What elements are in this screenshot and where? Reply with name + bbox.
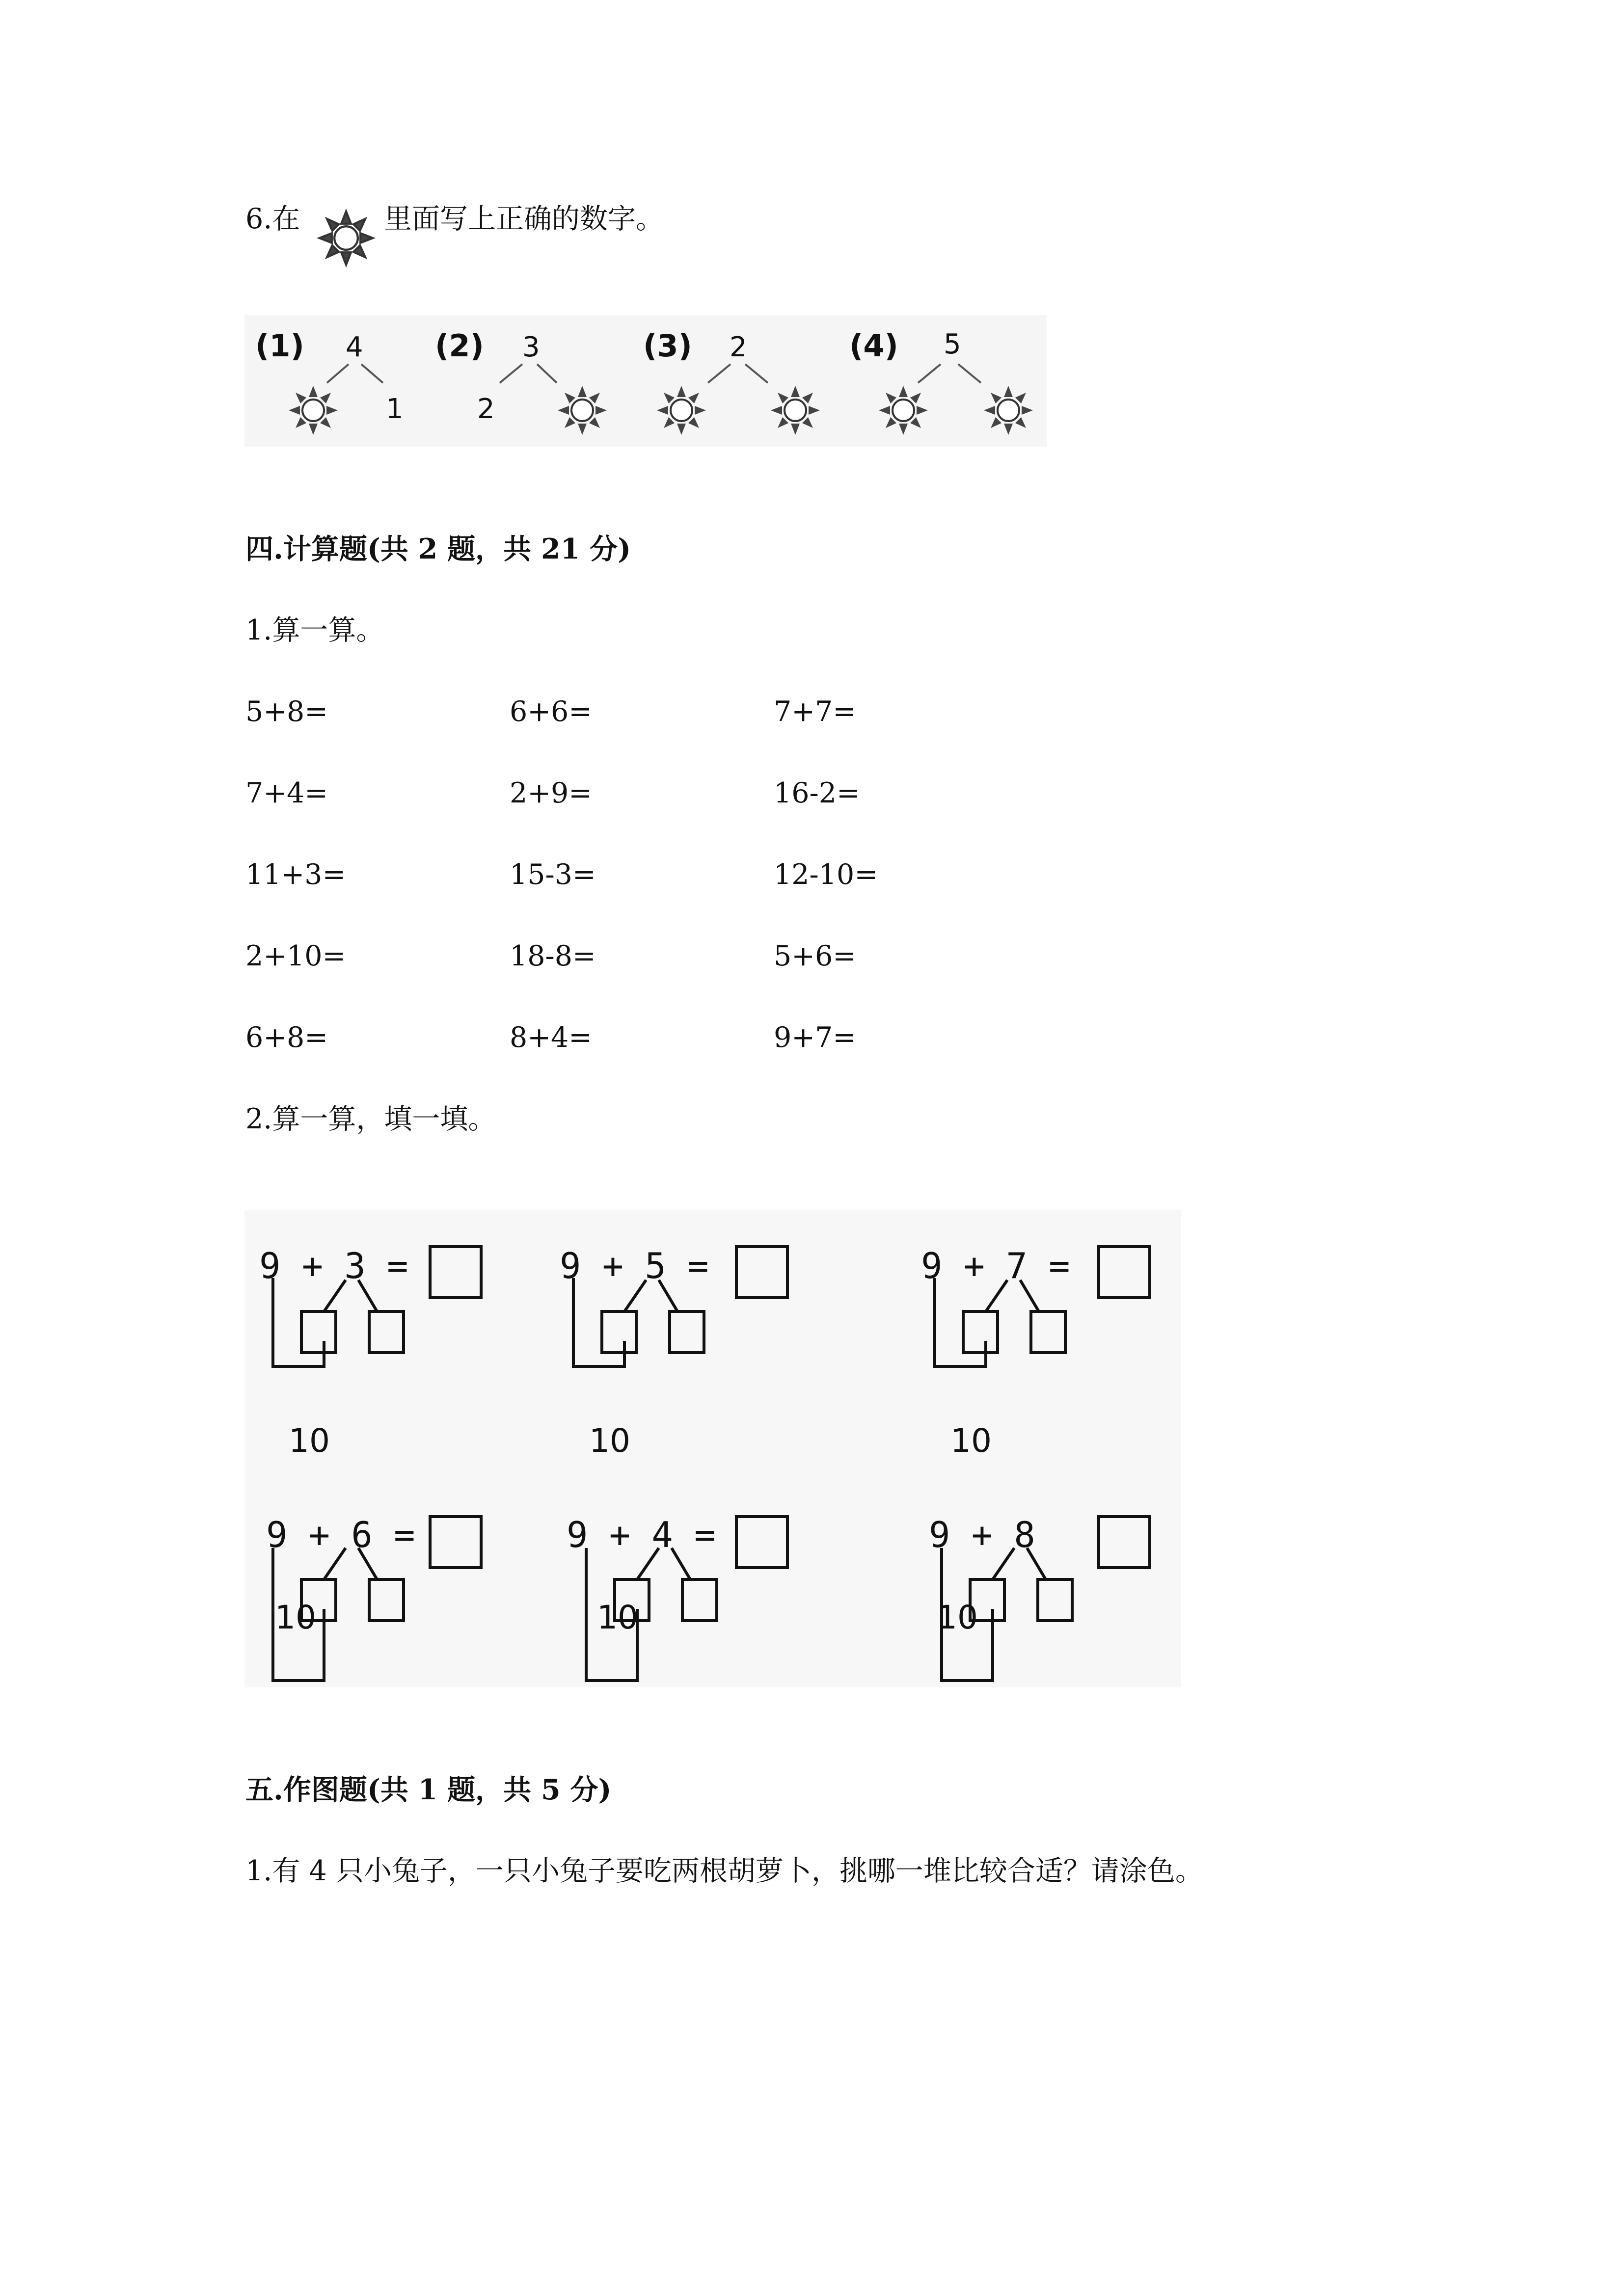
split-box[interactable]	[602, 1311, 636, 1353]
ten-label: 10	[950, 1422, 992, 1460]
arith-item: 6+8=	[245, 1021, 328, 1054]
answer-box[interactable]	[736, 1517, 787, 1568]
arith-item: 15-3=	[510, 858, 596, 891]
make-ten-expression: 9 + 6 =	[266, 1514, 415, 1555]
make-ten-expression: 9 + 7 =	[921, 1245, 1070, 1286]
bond-3	[643, 328, 820, 435]
make-ten-expression: 9 + 5 =	[560, 1245, 709, 1286]
section-4-title: 四.计算题(共 2 题，共 21 分)	[245, 533, 631, 565]
answer-box[interactable]	[736, 1247, 787, 1298]
make-ten-expression: 9 + 8	[929, 1514, 1035, 1555]
bond-top: 3	[522, 331, 540, 363]
sun-icon[interactable]	[879, 386, 928, 435]
split-box[interactable]	[670, 1311, 704, 1353]
number-bond-figure	[244, 315, 1047, 447]
split-box[interactable]	[1038, 1579, 1072, 1621]
ten-label: 10	[597, 1599, 638, 1636]
arith-item: 12-10=	[774, 858, 878, 891]
arith-item: 7+7=	[774, 695, 857, 728]
split-box[interactable]	[301, 1311, 336, 1353]
bond-label: (4)	[849, 328, 898, 364]
make-ten-expression: 9 + 3 =	[259, 1245, 408, 1286]
answer-box[interactable]	[430, 1517, 481, 1568]
ten-label: 10	[275, 1599, 316, 1636]
arith-item: 5+8=	[245, 695, 328, 728]
answer-box[interactable]	[1099, 1247, 1150, 1298]
bond-left: 2	[477, 393, 495, 425]
bond-1	[255, 328, 404, 435]
ten-label: 10	[289, 1422, 330, 1460]
sun-icon[interactable]	[984, 386, 1033, 435]
q4-1-title: 1.算一算。	[245, 614, 384, 646]
answer-box[interactable]	[430, 1247, 481, 1298]
bond-label: (1)	[255, 328, 304, 364]
bond-right: 1	[386, 393, 404, 425]
q6-instruction: 里面写上正确的数字。	[384, 203, 664, 235]
q6-prefix: 6.在	[245, 203, 300, 235]
arith-item: 18-8=	[510, 940, 596, 972]
arith-item: 6+6=	[510, 695, 593, 728]
arith-item: 8+4=	[510, 1021, 593, 1054]
ten-label: 10	[937, 1599, 978, 1636]
arith-item: 9+7=	[774, 1021, 857, 1054]
make-ten-figure	[244, 1210, 1181, 1687]
bond-top: 4	[346, 331, 363, 363]
bond-4	[849, 328, 1033, 435]
sun-icon[interactable]	[657, 386, 706, 435]
arith-item: 2+10=	[245, 940, 346, 972]
sun-icon	[314, 206, 378, 270]
split-box[interactable]	[369, 1311, 404, 1353]
arith-item: 5+6=	[774, 940, 857, 972]
sun-icon[interactable]	[558, 386, 607, 435]
q4-2-title: 2.算一算，填一填。	[245, 1103, 496, 1135]
sun-icon[interactable]	[771, 386, 820, 435]
arith-item: 16-2=	[774, 777, 860, 809]
answer-box[interactable]	[1099, 1517, 1150, 1568]
make-ten-expression: 9 + 4 =	[567, 1514, 716, 1555]
sun-icon[interactable]	[289, 386, 338, 435]
arith-item: 2+9=	[510, 777, 593, 809]
bond-top: 2	[730, 331, 747, 363]
split-box[interactable]	[682, 1579, 717, 1621]
bond-label: (3)	[643, 328, 692, 364]
section-5-title: 五.作图题(共 1 题，共 5 分)	[245, 1773, 612, 1806]
split-box[interactable]	[963, 1311, 998, 1353]
split-box[interactable]	[369, 1579, 404, 1621]
q5-1-text: 1.有 4 只小兔子，一只小兔子要吃两根胡萝卜，挑哪一堆比较合适？请涂色。	[245, 1855, 1203, 1887]
bond-top: 5	[944, 328, 961, 360]
bond-label: (2)	[435, 328, 484, 364]
arith-item: 7+4=	[245, 777, 328, 809]
split-box[interactable]	[1031, 1311, 1065, 1353]
ten-label: 10	[589, 1422, 630, 1460]
arith-item: 11+3=	[245, 858, 346, 891]
bond-2	[435, 328, 607, 435]
